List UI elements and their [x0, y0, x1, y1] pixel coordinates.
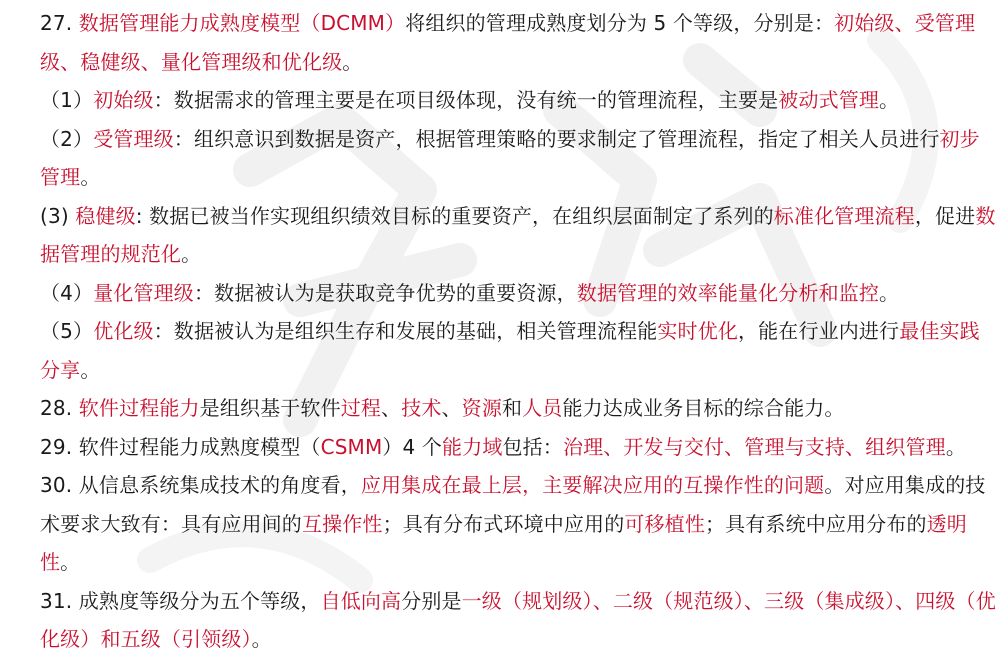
- highlighted-text: 自低向高: [320, 588, 402, 613]
- text-segment: ：数据被认为是组织生存和发展的基础，相关管理流程能: [153, 319, 658, 343]
- text-segment: （4）: [40, 280, 94, 305]
- text-segment: 。: [879, 280, 900, 305]
- text-segment: 。: [251, 627, 272, 651]
- highlighted-text: 一级（规划级）、二级（规范级）、三级（集成级）、四级（优化级）和五级（引领级）: [40, 588, 996, 651]
- text-segment: ，促进: [914, 203, 976, 228]
- paragraph-p28: [40, 389, 996, 428]
- highlighted-text: 透明性: [40, 511, 967, 574]
- text-segment: 28.: [40, 396, 79, 420]
- highlighted-text: 能力域: [442, 434, 503, 459]
- text-segment: 。对应用集成的技术要求大致有：具有应用间的: [40, 473, 986, 536]
- text-segment: 将组织的管理成熟度划分为 5 个等级，分别是：: [405, 11, 835, 35]
- highlighted-text: 互操作性: [301, 511, 383, 536]
- highlighted-text: 初始级、受管理级、稳健级、量化管理级和优化级: [40, 11, 976, 74]
- paragraph-p30: [40, 466, 996, 582]
- text-segment: 、: [441, 396, 462, 420]
- text-segment: 分别是: [401, 588, 462, 613]
- highlighted-text: 应用集成在最上层，主要解决应用的互操作性的问题: [360, 473, 825, 497]
- paragraph-p27-1: [40, 81, 996, 120]
- highlighted-text: 标准化管理流程: [773, 203, 915, 228]
- text-segment: （1）: [40, 88, 94, 112]
- text-segment: ，能在行业内进行: [738, 319, 900, 343]
- highlighted-text: 数据管理的规范化: [40, 203, 996, 266]
- text-segment: ；具有分布式环境中应用的: [382, 511, 625, 536]
- text-segment: ：数据需求的管理主要是在项目级体现，没有统一的管理流程，主要是: [153, 88, 779, 112]
- highlighted-text: 量化管理级: [93, 280, 194, 305]
- text-segment: 27.: [40, 11, 79, 35]
- paragraph-p27-5: [40, 312, 996, 389]
- text-segment: 29. 软件过程能力成熟度模型（: [40, 434, 321, 459]
- text-segment: 30. 从信息系统集成技术的角度看，: [40, 473, 361, 497]
- highlighted-text: 数据管理的效率能量化分析和监控: [576, 280, 880, 305]
- text-segment: 。: [60, 550, 81, 574]
- text-segment: 。: [80, 357, 101, 382]
- highlighted-text: 资源: [461, 396, 502, 420]
- text-segment: 是组织基于软件: [199, 396, 341, 420]
- highlighted-text: 人员: [522, 396, 563, 420]
- highlighted-text: 初步管理: [40, 126, 980, 189]
- text-segment: 。: [879, 88, 900, 112]
- highlighted-text: CSMM: [320, 434, 383, 459]
- highlighted-text: 初始级: [93, 88, 154, 112]
- highlighted-text: 过程: [340, 396, 382, 420]
- text-segment: （5）: [40, 319, 94, 343]
- paragraph-p27-3: [40, 197, 996, 274]
- paragraph-p29: [40, 428, 996, 467]
- highlighted-text: 技术: [401, 396, 442, 420]
- text-segment: ；具有系统中应用分布的: [704, 511, 927, 536]
- paragraph-p27: [40, 4, 996, 81]
- text-segment: 和: [501, 396, 523, 420]
- text-segment: 包括：: [502, 434, 563, 459]
- paragraph-p27-4: [40, 274, 996, 313]
- text-segment: 。: [181, 242, 202, 266]
- text-segment: 。: [80, 165, 101, 189]
- text-segment: 能力达成业务目标的综合能力。: [562, 396, 845, 420]
- paragraph-p31: [40, 582, 996, 659]
- highlighted-text: 稳健级: [75, 203, 136, 228]
- highlighted-text: 软件过程能力: [78, 396, 200, 420]
- text-segment: ：数据被认为是获取竞争优势的重要资源，: [193, 280, 577, 305]
- highlighted-text: 治理、开发与交付、管理与支持、组织管理: [562, 434, 946, 459]
- text-segment: （2）: [40, 126, 94, 151]
- highlighted-text: 优化级: [93, 319, 154, 343]
- text-segment: ：组织意识到数据是资产，根据管理策略的要求制定了管理流程，指定了相关人员进行: [173, 126, 940, 151]
- highlighted-text: 数据管理能力成熟度模型（DCMM）: [78, 11, 406, 35]
- text-segment: 31. 成熟度等级分为五个等级，: [40, 588, 321, 613]
- paragraph-p27-2: [40, 120, 996, 197]
- text-segment: (3): [40, 203, 76, 228]
- text-segment: 。: [945, 434, 966, 459]
- highlighted-text: 最佳实践分享: [40, 319, 980, 382]
- highlighted-text: 受管理级: [93, 126, 174, 151]
- text-segment: 。: [342, 49, 363, 74]
- highlighted-text: 被动式管理: [778, 88, 880, 112]
- highlighted-text: 可移植性: [624, 511, 705, 536]
- highlighted-text: 实时优化: [657, 319, 738, 343]
- text-segment: 、: [381, 396, 402, 420]
- text-segment: ）4 个: [382, 434, 443, 459]
- text-segment: : 数据已被当作实现组织绩效目标的重要资产，在组织层面制定了系列的: [135, 203, 774, 228]
